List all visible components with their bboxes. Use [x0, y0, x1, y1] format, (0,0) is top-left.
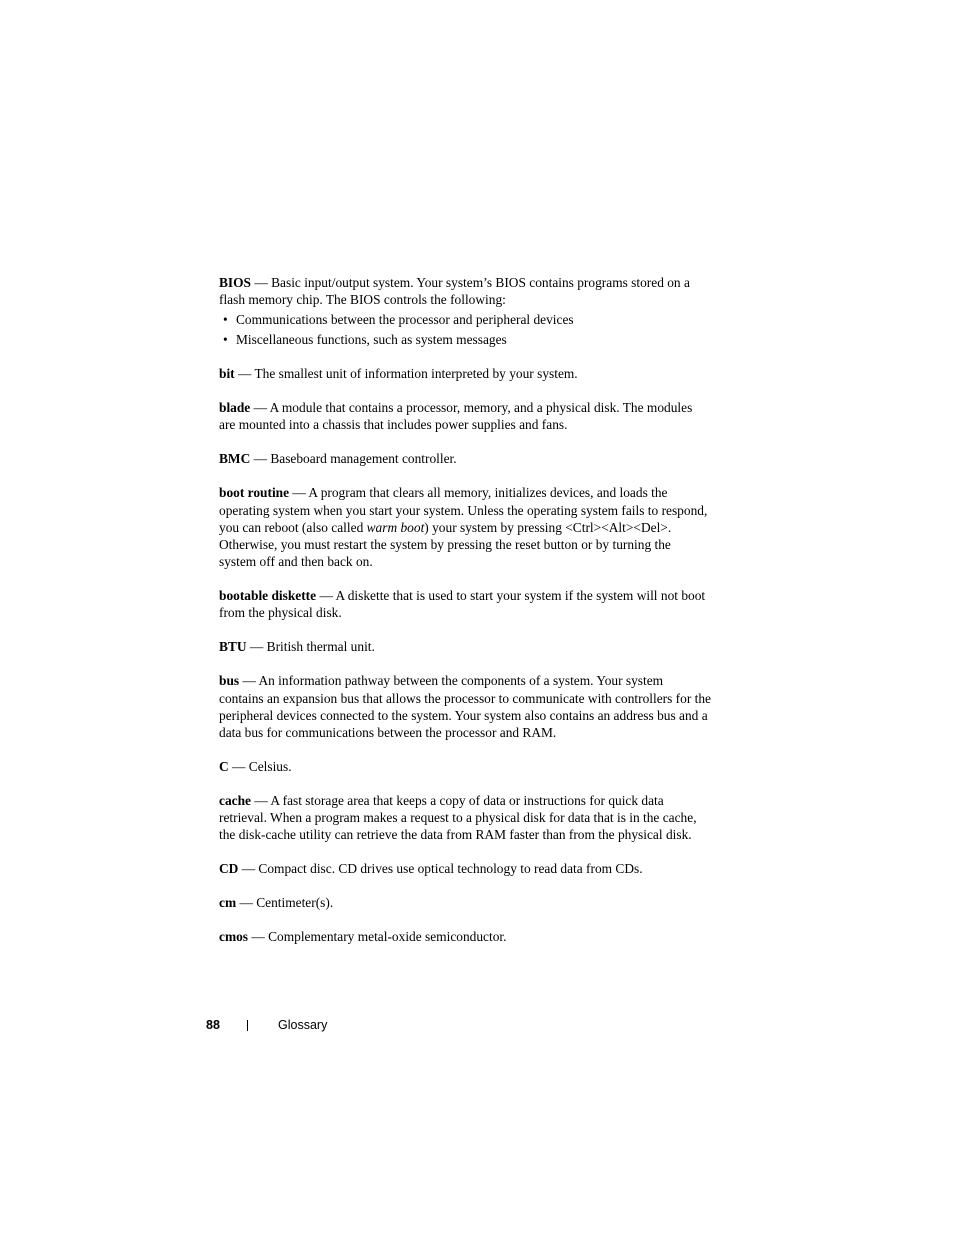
glossary-definition: — Celsius.	[228, 759, 292, 775]
glossary-definition: — A program that clears all memory, initializes devices, and loads the operating system when you start your system. Unless the operating system fails to respond, you can reboot (also called	[219, 485, 708, 535]
list-item	[219, 331, 711, 348]
glossary-entry-boot-routine	[219, 484, 711, 570]
glossary-definition: — Compact disc. CD drives use optical technology to read data from CDs.	[238, 861, 643, 877]
glossary-definition: — British thermal unit.	[246, 639, 375, 655]
glossary-term: cmos	[219, 929, 249, 945]
glossary-definition: — Basic input/output system. Your system’s BIOS contains programs stored on a flash memory chip. The BIOS controls the following:	[219, 275, 690, 308]
section-name: Glossary	[278, 1018, 328, 1032]
glossary-term: cm	[219, 895, 237, 911]
glossary-definition: — A fast storage area that keeps a copy of data or instructions for quick data retrieval. When a program makes a request to a physical disk for data that is in the cache, the disk-cache utility can retrieve the data from RAM faster than from the physical disk.	[219, 793, 697, 843]
glossary-entry-cmos	[219, 928, 711, 945]
glossary-entry-c	[219, 758, 711, 775]
glossary-entry-bootable-diskette	[219, 587, 711, 621]
glossary-term: CD	[219, 861, 239, 877]
glossary-entry-cd	[219, 860, 711, 877]
bullet-list	[219, 311, 711, 348]
glossary-term: cache	[219, 793, 251, 809]
glossary-entry-cache	[219, 792, 711, 844]
glossary-term: bus	[219, 673, 240, 689]
glossary-entry-btu	[219, 638, 711, 655]
glossary-entry-bios	[219, 274, 711, 348]
list-item-text: Communications between the processor and peripheral devices	[236, 312, 574, 328]
glossary-term: BIOS	[219, 275, 252, 290]
glossary-definition: ) your system by pressing <Ctrl><Alt><Del>. Otherwise, you must restart the system by pressing the reset button or by turning the system off and then back on.	[219, 519, 672, 570]
bullet-icon: •	[223, 312, 228, 328]
glossary-entry-bmc	[219, 450, 711, 467]
glossary-term: boot routine	[219, 485, 290, 501]
glossary-definition-emphasis: warm boot	[366, 519, 425, 535]
glossary-definition: — Baseboard management controller.	[250, 451, 457, 467]
page-footer	[0, 1015, 954, 1035]
glossary-definition: — Complementary metal-oxide semiconductor.	[248, 929, 507, 945]
footer-separator	[247, 1020, 248, 1031]
glossary-entry-blade	[219, 399, 711, 433]
glossary-entry-cm	[219, 894, 711, 911]
glossary-term: C	[219, 759, 229, 775]
glossary-definition: — An information pathway between the components of a system. Your system contains an expansion bus that allows the processor to communicate with controllers for the peripheral devices connected to the system. Your system also contains an address bus and a data bus for communications between the processor and RAM.	[219, 673, 711, 741]
glossary-definition: — The smallest unit of information interpreted by your system.	[234, 366, 578, 382]
glossary-term: BTU	[219, 639, 247, 655]
glossary-entry-bit	[219, 365, 711, 382]
glossary-term: blade	[219, 400, 251, 416]
page-number: 88	[206, 1018, 220, 1032]
glossary-entry-bus	[219, 672, 711, 741]
list-item	[219, 311, 711, 328]
glossary-term: BMC	[219, 451, 251, 467]
glossary-definition: — Centimeter(s).	[236, 895, 334, 911]
glossary-definition: — A module that contains a processor, memory, and a physical disk. The modules are mounted into a chassis that includes power supplies and fans.	[219, 400, 693, 433]
glossary-content	[219, 274, 711, 962]
bullet-icon: •	[223, 332, 228, 348]
glossary-definition: — A diskette that is used to start your system if the system will not boot from the physical disk.	[219, 588, 706, 621]
glossary-term: bootable diskette	[219, 588, 317, 604]
glossary-term: bit	[219, 366, 235, 382]
list-item-text: Miscellaneous functions, such as system messages	[236, 332, 507, 348]
